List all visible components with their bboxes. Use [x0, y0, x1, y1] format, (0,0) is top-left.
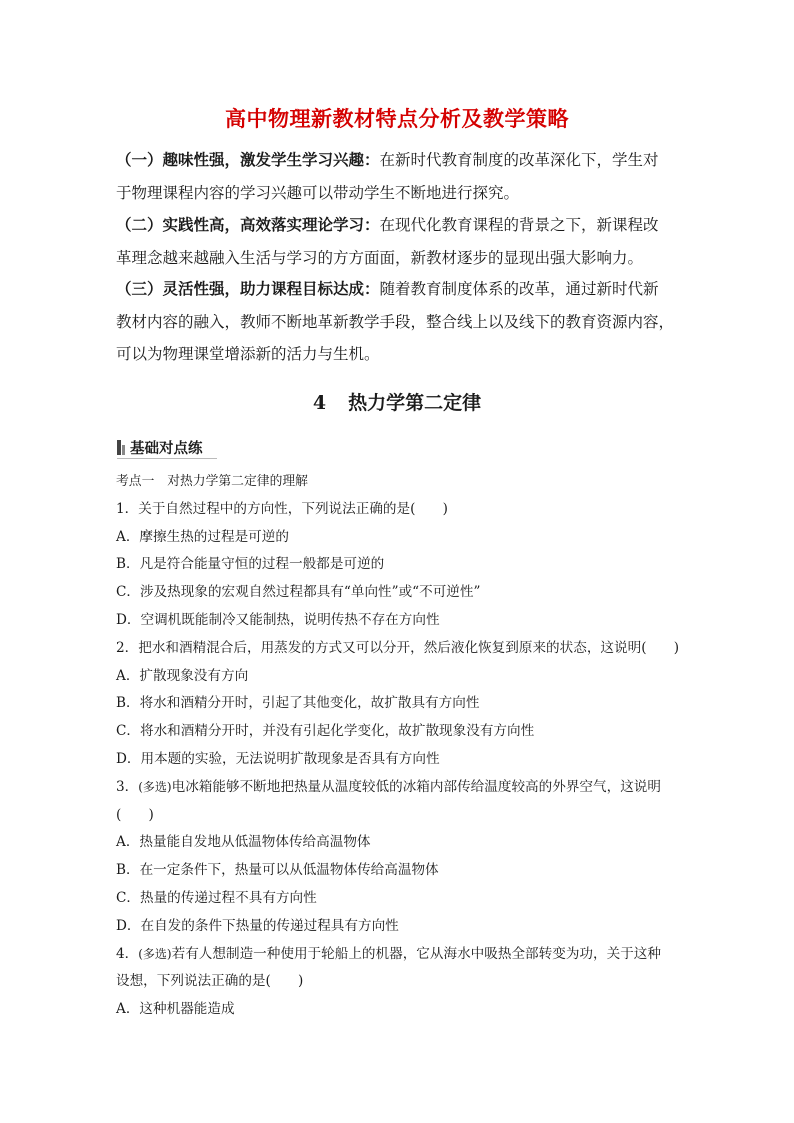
intro-text-1b: 于物理课程内容的学习兴趣可以带动学生不断地进行探究。 — [116, 183, 520, 202]
q3-answer-paren: ( ) — [116, 806, 154, 823]
q1-stem: 1．关于自然过程中的方向性，下列说法正确的是( ) — [116, 500, 448, 517]
q2-option-c: C．将水和酒精分开时，并没有引起化学变化，故扩散现象没有方向性 — [116, 723, 535, 740]
q2-option-b: B．将水和酒精分开时，引起了其他变化，故扩散具有方向性 — [116, 695, 480, 712]
chapter-title: 热力学第二定律 — [348, 392, 482, 414]
exercise-list — [116, 468, 682, 1024]
section-divider — [117, 458, 217, 459]
q4-multi-tag: (多选) — [138, 946, 172, 961]
q4-option-a: A．这种机器能造成 — [116, 1001, 235, 1018]
intro-label-2: （二）实践性高，高效落实理论学习： — [116, 215, 380, 234]
intro-paragraph-2 — [116, 209, 682, 274]
intro-paragraph-3 — [116, 273, 682, 371]
intro-text-2a: 在现代化教育课程的背景之下，新课程改 — [379, 216, 659, 234]
topic-label: 考点一 对热力学第二定律的理解 — [116, 474, 308, 489]
intro-text-3b: 教材内容的融入，教师不断地革新教学手段，整合线上以及线下的教育资源内容， — [116, 312, 675, 331]
chapter-number: 4 — [312, 392, 327, 414]
q3-option-b: B．在一定条件下，热量可以从低温物体传给高温物体 — [116, 862, 439, 879]
section-title: 基础对点练 — [130, 441, 203, 457]
intro-text-3a: 随着教育制度体系的改革，通过新时代新 — [379, 280, 659, 298]
intro-label-3: （三）灵活性强，助力课程目标达成： — [116, 279, 380, 298]
q1-option-d: D．空调机既能制冷又能制热，说明传热不存在方向性 — [116, 611, 440, 628]
q4-stem-text: 若有人想制造一种使用于轮船上的机器，它从海水中吸热全部转变为功，关于这种 — [171, 945, 661, 962]
q3-number: 3． — [116, 778, 139, 795]
document-title: 高中物理新教材特点分析及教学策略 — [225, 107, 569, 131]
intro-label-1: （一）趣味性强，激发学生学习兴趣： — [116, 150, 380, 169]
q4-stem-continued: 设想，下列说法正确的是( ) — [116, 973, 304, 990]
q2-option-d: D．用本题的实验，无法说明扩散现象是否具有方向性 — [116, 750, 440, 767]
section-heading — [117, 437, 203, 458]
q1-option-a: A．摩擦生热的过程是可逆的 — [116, 528, 289, 545]
q3-option-c: C．热量的传递过程不具有方向性 — [116, 889, 317, 906]
q2-option-a: A．扩散现象没有方向 — [116, 667, 249, 684]
q2-stem: 2．把水和酒精混合后，用蒸发的方式又可以分开，然后液化恢复到原来的状态，这说明( ) — [116, 639, 680, 656]
q3-option-a: A．热量能自发地从低温物体传给高温物体 — [116, 834, 371, 851]
intro-text-3c: 可以为物理课堂增添新的活力与生机。 — [116, 345, 380, 364]
q3-stem-text: 电冰箱能够不断地把热量从温度较低的冰箱内部传给温度较高的外界空气，这说明 — [171, 778, 661, 795]
q3-option-d: D．在自发的条件下热量的传递过程具有方向性 — [116, 917, 399, 934]
intro-paragraph-1 — [116, 144, 682, 209]
chapter-heading — [0, 388, 794, 415]
q3-stem — [116, 774, 682, 802]
q4-stem — [116, 941, 682, 969]
q4-number: 4． — [116, 945, 139, 962]
section-bar-icon — [117, 439, 126, 456]
intro-text-1a: 在新时代教育制度的改革深化下，学生对 — [379, 151, 659, 169]
q1-option-b: B．凡是符合能量守恒的过程一般都是可逆的 — [116, 556, 385, 573]
intro-text-2b: 革理念越来越融入生活与学习的方方面面，新教材逐步的显现出强大影响力。 — [116, 248, 644, 267]
q3-multi-tag: (多选) — [138, 779, 172, 794]
q1-option-c: C．涉及热现象的宏观自然过程都具有“单向性”或“不可逆性” — [116, 584, 481, 601]
